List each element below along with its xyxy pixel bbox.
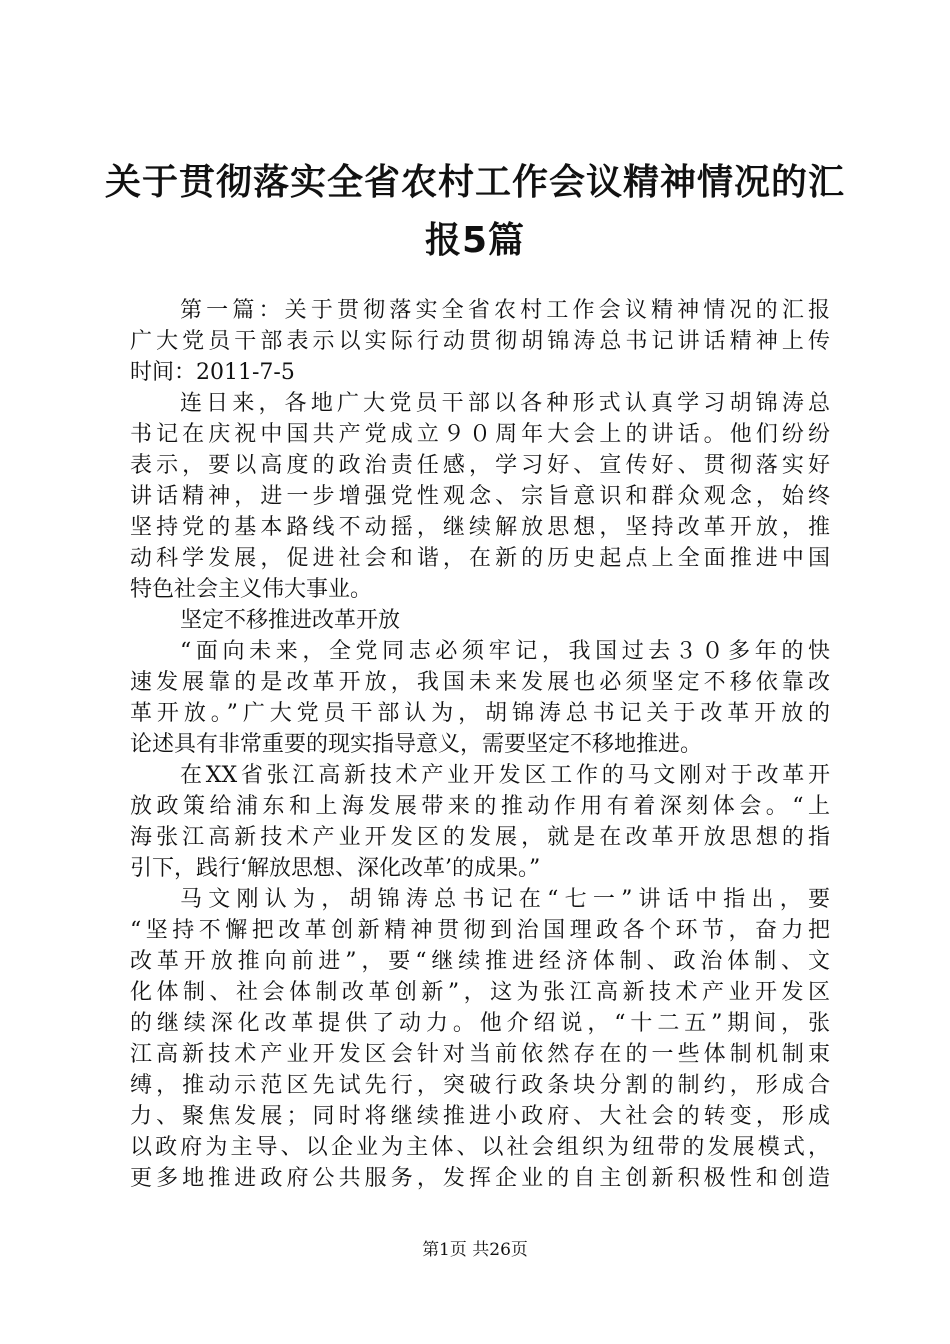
body-line: 讲话精神，进一步增强党性观念、宗旨意识和群众观念，始终 (130, 484, 830, 509)
body-line: 引下，践行‘解放思想、深化改革’的成果。” (130, 856, 541, 881)
page-number: 第1页 共26页 (422, 1240, 528, 1260)
body-line: 时间：2011-7-5 (130, 360, 295, 385)
body-line: 动科学发展，促进社会和谐，在新的历史起点上全面推进中国 (130, 546, 830, 571)
body-line: 缚，推动示范区先试先行，突破行政条块分割的制约，形成合 (130, 1073, 830, 1098)
body-line: 在XX省张江高新技术产业开发区工作的马文刚对于改革开 (180, 763, 830, 788)
body-line: 广大党员干部表示以实际行动贯彻胡锦涛总书记讲话精神上传 (130, 329, 830, 354)
body-line: “面向未来，全党同志必须牢记，我国过去３０多年的快 (180, 639, 830, 664)
body-line: 更多地推进政府公共服务，发挥企业的自主创新积极性和创造 (130, 1166, 830, 1191)
body-line: 放政策给浦东和上海发展带来的推动作用有着深刻体会。“上 (130, 794, 830, 819)
body-line: 改革开放推向前进”，要“继续推进经济体制、政治体制、文 (130, 949, 830, 974)
body-line: 化体制、社会体制改革创新”，这为张江高新技术产业开发区 (130, 980, 830, 1005)
document-title-line-2: 报5篇 (424, 220, 526, 261)
body-line: 江高新技术产业开发区会针对当前依然存在的一些体制机制束 (130, 1042, 830, 1067)
body-line: “坚持不懈把改革创新精神贯彻到治国理政各个环节，奋力把 (130, 918, 830, 943)
document-title-line-1: 关于贯彻落实全省农村工作会议精神情况的汇 (104, 162, 845, 203)
body-line: 革开放。”广大党员干部认为，胡锦涛总书记关于改革开放的 (130, 701, 830, 726)
body-line: 以政府为主导、以企业为主体、以社会组织为纽带的发展模式， (130, 1135, 830, 1160)
body-line: 海张江高新技术产业开发区的发展，就是在改革开放思想的指 (130, 825, 830, 850)
body-line: 书记在庆祝中国共产党成立９０周年大会上的讲话。他们纷纷 (130, 422, 830, 447)
body-line: 的继续深化改革提供了动力。他介绍说，“十二五”期间，张 (130, 1011, 830, 1036)
body-line: 特色社会主义伟大事业。 (130, 577, 373, 602)
body-line: 坚持党的基本路线不动摇，继续解放思想，坚持改革开放，推 (130, 515, 830, 540)
body-line: 力、聚焦发展；同时将继续推进小政府、大社会的转变，形成 (130, 1104, 830, 1129)
body-line: 速发展靠的是改革开放，我国未来发展也必须坚定不移依靠改 (130, 670, 830, 695)
body-line: 马文刚认为，胡锦涛总书记在“七一”讲话中指出，要 (180, 887, 830, 912)
section-heading: 第一篇：关于贯彻落实全省农村工作会议精神情况的汇报 (180, 298, 830, 323)
body-line: 论述具有非常重要的现实指导意义，需要坚定不移地推进。 (130, 732, 703, 757)
body-line: 连日来，各地广大党员干部以各种形式认真学习胡锦涛总 (180, 391, 830, 416)
subheading: 坚定不移推进改革开放 (180, 608, 401, 633)
body-line: 表示，要以高度的政治责任感，学习好、宣传好、贯彻落实好 (130, 453, 830, 478)
